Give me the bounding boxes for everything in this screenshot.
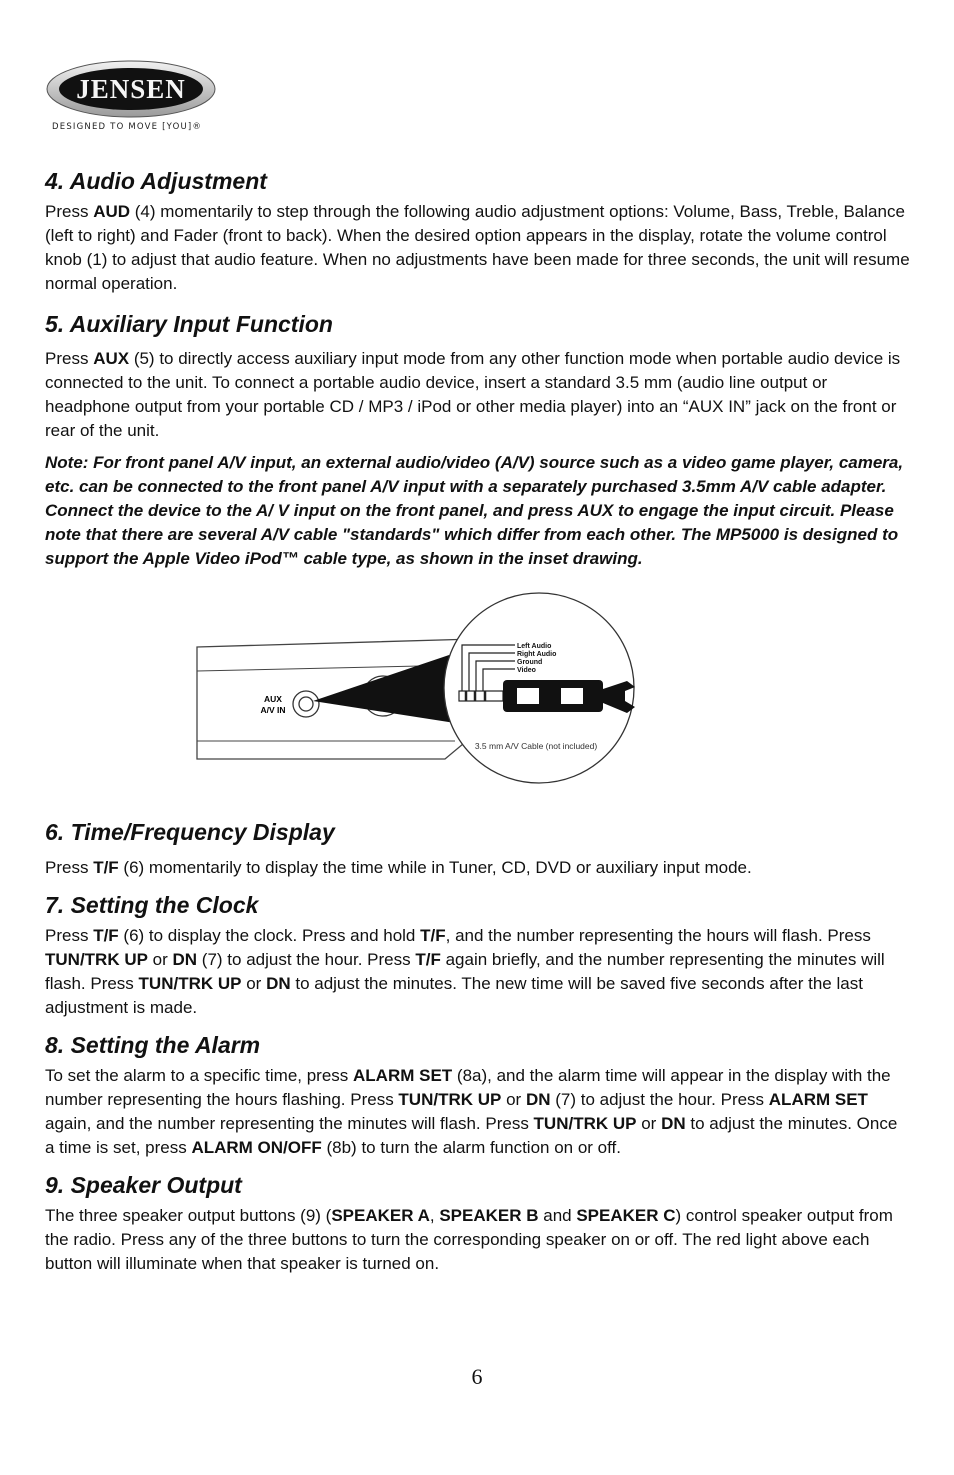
aux-jack-inner bbox=[299, 697, 313, 711]
section-paragraph: To set the alarm to a specific time, press ALARM SET (8a), and the alarm time will appear in the display with the number representing the hours flashing. Press TUN/TRK UP or DN (7) to adjust the hour. Press ALARM SET again, and the number representing the minutes will flash. Press TUN/TRK UP or DN to adjust the minutes. Once a time is set, press ALARM ON/OFF (8b) to turn the alarm function on or off. bbox=[45, 1066, 898, 1157]
section-auxiliary-input bbox=[45, 309, 911, 571]
wire-label: Left Audio bbox=[517, 643, 552, 650]
wire-label: Right Audio bbox=[517, 651, 557, 658]
section-heading: 8. Setting the Alarm bbox=[45, 1032, 261, 1058]
page-number: 6 bbox=[471, 1364, 483, 1389]
cable-caption: 3.5 mm A/V Cable (not included) bbox=[474, 741, 598, 751]
section-paragraph: The three speaker output buttons (9) (SPEAKER A, SPEAKER B and SPEAKER C) control speaker output from the radio. Press any of the three buttons to turn the corresponding speaker on or off. The red light above each button will illuminate when that speaker is turned on. bbox=[45, 1206, 893, 1273]
wire-label: Ground bbox=[517, 659, 543, 666]
section-audio-adjustment bbox=[45, 166, 911, 296]
section-heading: 4. Audio Adjustment bbox=[45, 168, 267, 194]
section-paragraph: Press T/F (6) to display the clock. Press and hold T/F, and the number representing the hours will flash. Press TUN/TRK UP or DN (7) to adjust the hour. Press T/F again briefly, and the number representing the minutes will flash. Press TUN/TRK UP or DN to adjust the minutes. The new time will be saved five seconds after the last adjustment is made. bbox=[45, 926, 885, 1017]
aux-label: AUX bbox=[264, 694, 282, 704]
aux-cable-drawing bbox=[45, 589, 911, 829]
section-paragraph: Press AUD (4) momentarily to step through the following audio adjustment options: Volume, Bass, Treble, Balance (left to right) and Fader (front to back). When the desired option appears in the display, rotate the volume control knob (1) to adjust that audio feature. When no adjustments have been made for three seconds, the unit will resume normal operation. bbox=[45, 202, 910, 293]
section-paragraph: Press T/F (6) momentarily to display the time while in Tuner, CD, DVD or auxiliary input mode. bbox=[45, 858, 752, 877]
section-speaker-output bbox=[45, 1170, 911, 1276]
aux-input-figure bbox=[45, 589, 911, 829]
section-paragraph: Press AUX (5) to directly access auxiliary input mode from any other function mode when portable audio device is connected to the unit. To connect a portable audio device, insert a standard 3.5 mm (audio line output or headphone output from your portable CD / MP3 / iPod or other media player) into an “AUX IN” jack on the front or rear of the unit. bbox=[45, 349, 901, 440]
av-in-label: A/V IN bbox=[260, 705, 286, 715]
page-content bbox=[45, 166, 911, 1276]
section-heading: 5. Auxiliary Input Function bbox=[45, 311, 333, 337]
section-heading: 7. Setting the Clock bbox=[45, 892, 259, 918]
section-heading: 9. Speaker Output bbox=[45, 1172, 242, 1198]
logo-text: JENSEN bbox=[76, 74, 186, 104]
logo-tagline: DESIGNED TO MOVE [YOU]® bbox=[52, 122, 203, 132]
section-setting-clock bbox=[45, 890, 911, 1020]
wire-label: Video bbox=[517, 667, 536, 674]
section-setting-alarm bbox=[45, 1030, 911, 1160]
note-paragraph: Note: For front panel A/V input, an external audio/video (A/V) source such as a video game player, camera, etc. can be connected to the front panel A/V input with a separately purchased 3.5mm A/V cable adapter. Connect the device to the A/ V input on the front panel, and press AUX to engage the input circuit. Please note that there are several A/V cable "standards" which differ from each other. The MP5000 is designed to support the Apple Video iPod™ cable type, as shown in the inset drawing. bbox=[45, 453, 904, 568]
section-heading: 6. Time/Frequency Display bbox=[45, 819, 335, 845]
